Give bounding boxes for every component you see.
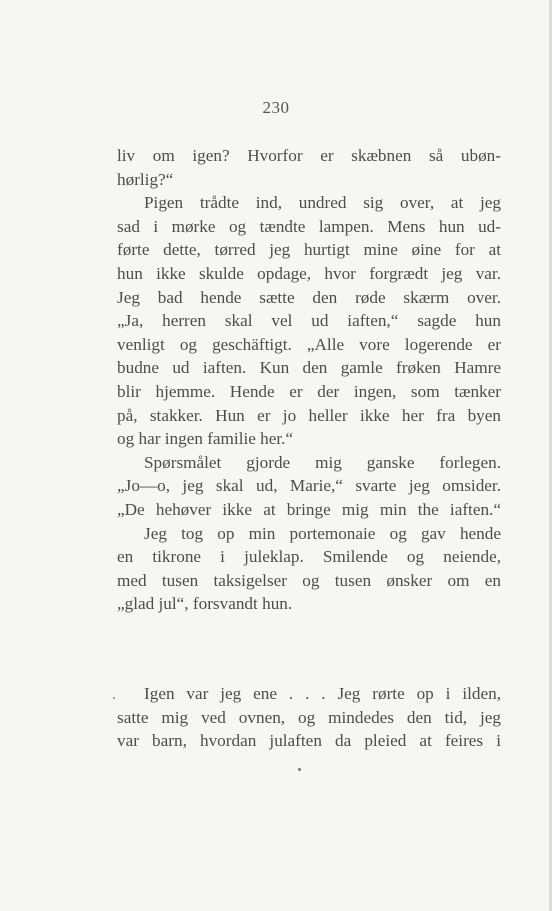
- text-line: på, stakker. Hun er jo heller ikke her fra byen: [117, 405, 501, 425]
- text-line: satte mig ved ovnen, og mindedes den tid, jeg: [117, 707, 501, 727]
- text-line: Jeg tog op min portemonaie og gav hende: [144, 523, 501, 543]
- second-text-block: [117, 682, 501, 753]
- ink-speck: [113, 697, 115, 699]
- text-line: venligt og geschäftigt. „Alle vore logerende er: [117, 334, 501, 354]
- text-line: Igen var jeg ene . . . Jeg rørte op i ilden,: [144, 684, 501, 703]
- text-line: og har ingen familie her.“: [117, 429, 294, 449]
- text-line: hun ikke skulde opdage, hvor forgrædt jeg var.: [117, 263, 501, 283]
- text-line: „Jo—o, jeg skal ud, Marie,“ svarte jeg omsider.: [117, 476, 501, 496]
- text-line: førte dette, tørred jeg hurtigt mine øine for at: [117, 240, 501, 260]
- text-line: med tusen taksigelser og tusen ønsker om en: [117, 570, 501, 590]
- text-line: liv om igen? Hvorfor er skæbnen så ubøn-: [117, 146, 501, 165]
- text-line: blir hjemme. Hende er der ingen, som tænker: [117, 381, 501, 401]
- text-line: hørlig?“: [117, 169, 174, 189]
- ink-speck: [298, 768, 301, 771]
- text-line: „Ja, herren skal vel ud iaften,“ sagde hun: [117, 311, 501, 331]
- main-text-block: [117, 144, 501, 616]
- text-line: Pigen trådte ind, undred sig over, at jeg: [144, 193, 501, 213]
- text-line: „glad jul“, forsvandt hun.: [117, 594, 293, 614]
- text-line: Spørsmålet gjorde mig ganske forlegen.: [144, 452, 501, 472]
- text-line: Jeg bad hende sætte den røde skærm over.: [117, 287, 501, 307]
- page-number: 230: [262, 98, 290, 117]
- text-line: budne ud iaften. Kun den gamle frøken Hamre: [117, 358, 501, 378]
- text-line: „De hehøver ikke at bringe mig min the iaften.“: [117, 499, 501, 519]
- text-line: var barn, hvordan julaften da pleied at feires i: [117, 731, 501, 751]
- text-line: sad i mørke og tændte lampen. Mens hun ud-: [117, 216, 501, 236]
- text-line: en tikrone i juleklap. Smilende og neiende,: [117, 547, 501, 567]
